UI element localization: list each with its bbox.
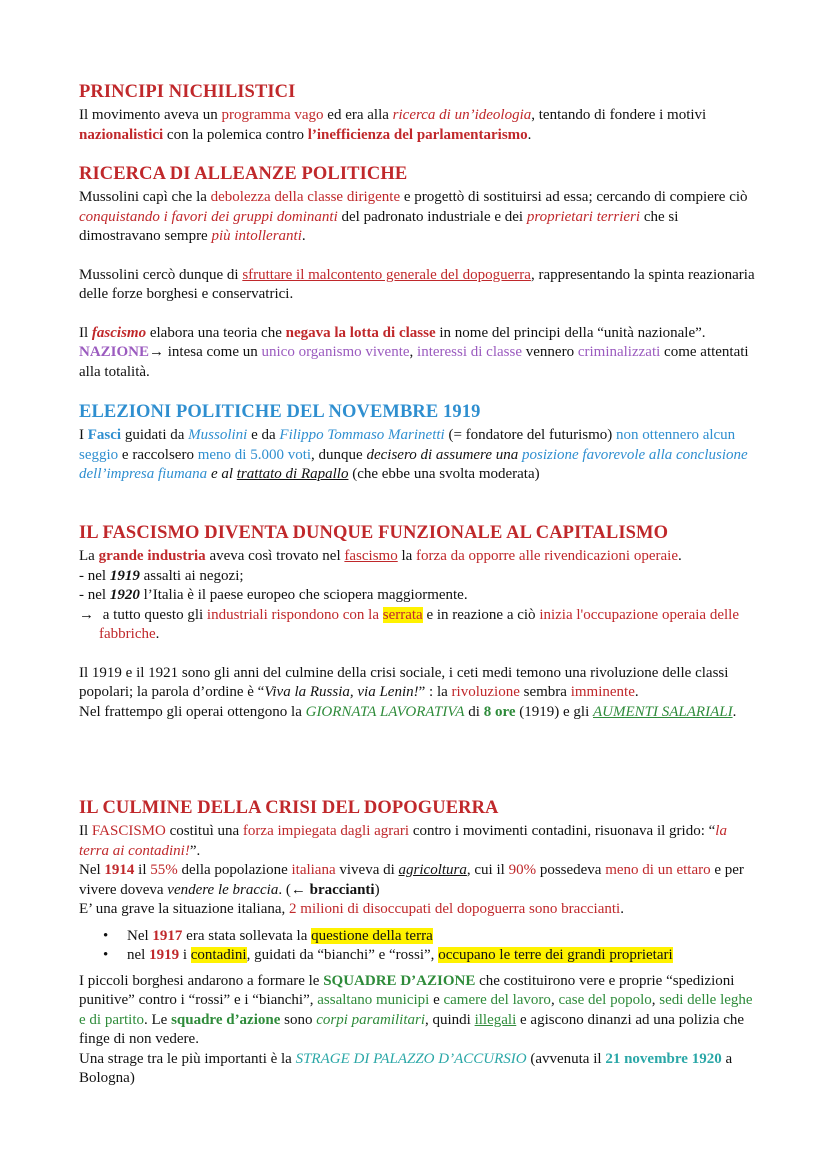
list-item: → a tutto questo gli industriali rispondono con la serrata e in reazione a ciò inizia l'occupazione operaia delle fabbriche. [79,606,739,642]
list-item: • Nel 1917 era stata sollevata la questione della terra [79,927,759,947]
section-title: ELEZIONI POLITICHE DEL NOVEMBRE 1919 [79,402,481,422]
paragraph: La grande industria aveva così trovato nel fascismo la forza da opporre alle rivendicazioni operaie. [79,548,682,564]
paragraph: E’ una grave la situazione italiana, 2 milioni di disoccupati del dopoguerra sono braccianti. [79,901,624,917]
bullet-icon: • [103,947,109,963]
section-title: PRINCIPI NICHILISTICI [79,82,296,102]
bullet-list [79,927,759,966]
section-elezioni-1919 [79,400,759,485]
paragraph: Una strage tra le più importanti è la STRAGE DI PALAZZO D’ACCURSIO (avvenuta il 21 novembre 1920 a Bologna) [79,1050,733,1086]
paragraph: Nel 1914 il 55% della popolazione italiana viveva di agricoltura, cui il 90% possedeva meno di un ettaro e per vivere doveva vendere le braccia. (← braccianti) [79,862,744,898]
section-title: IL FASCISMO DIVENTA DUNQUE FUNZIONALE AL CAPITALISMO [79,523,669,543]
section-culmine-crisi [79,796,759,1089]
list-item: • nel 1919 i contadini, guidati da “bianchi” e “rossi”, occupano le terre dei grandi proprietari [79,946,759,966]
section-ricerca-alleanze [79,162,759,382]
section-title: IL CULMINE DELLA CRISI DEL DOPOGUERRA [79,798,499,818]
section-title: RICERCA DI ALLEANZE POLITICHE [79,164,408,184]
paragraph: I Fasci guidati da Mussolini e da Filippo Tommaso Marinetti (= fondatore del futurismo) non ottennero alcun seggio e raccolsero meno di 5.000 voti, dunque decisero di assumere una posizione favorevole alla conclusione dell’impresa fiumana e al trattato di Rapallo (che ebbe una svolta moderata) [79,427,748,482]
paragraph: Il 1919 e il 1921 sono gli anni del culmine della crisi sociale, i ceti medi temono una rivoluzione delle classi popolari; la parola d’ordine è “Viva la Russia, via Lenin!” : la rivoluzione sembra imminente. [79,664,729,700]
paragraph: I piccoli borghesi andarono a formare le SQUADRE D’AZIONE che costituirono vere e proprie “spedizioni punitive” contro i “rossi” e i “bianchi”, assaltano municipi e camere del lavoro, case del popolo, sedi delle leghe e di partito. Le squadre d’azione sono corpi paramilitari, quindi illegali e agiscono dinanzi ad una polizia che finge di non vedere. [79,972,753,1047]
paragraph: Mussolini cercò dunque di sfruttare il malcontento generale del dopoguerra, rappresentando la spinta reazionaria delle forze borghesi e conservatrici. [79,266,755,302]
section-principi-nichilistici [79,80,759,145]
list-item: - nel 1919 assalti ai negozi; [79,567,244,584]
bullet-icon: • [103,927,109,944]
paragraph: Mussolini capì che la debolezza della classe dirigente e progettò di sostituirsi ad essa; cercando di compiere ciò conquistando i favori dei gruppi dominanti del padronato industriale e dei proprietari terrieri che si dimostravano sempre più intolleranti. [79,189,748,244]
list-item: - nel 1920 l’Italia è il paese europeo che sciopera maggiormente. [79,587,468,603]
paragraph: Nel frattempo gli operai ottengono la GIORNATA LAVORATIVA di 8 ore (1919) e gli AUMENTI SALARIALI. [79,703,737,720]
paragraph: Il fascismo elabora una teoria che negava la lotta di classe in nome del principi della “unità nazionale”. NAZIONE→ intesa come un unico organismo vivente, interessi di classe vennero criminalizzati come attentati alla totalità. [79,324,749,380]
paragraph: Il FASCISMO costituì una forza impiegata dagli agrari contro i movimenti contadini, risuonava il grido: “la terra ai contadini!”. [79,823,727,859]
paragraph: Il movimento aveva un programma vago ed era alla ricerca di un’ideologia, tentando di fondere i motivi nazionalistici con la polemica contro l’inefficienza del parlamentarismo. [79,107,707,143]
section-fascismo-capitalismo [79,521,759,722]
arrow-icon: → [149,344,165,360]
arrow-icon: → [79,606,94,623]
